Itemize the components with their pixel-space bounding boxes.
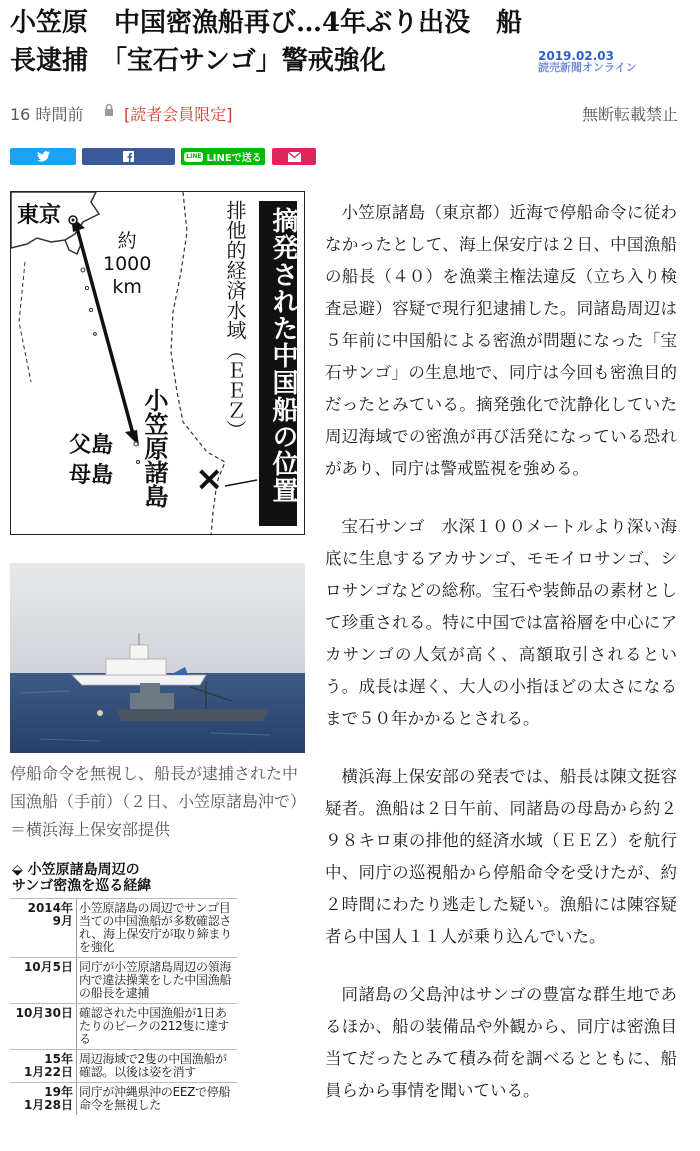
- timeline-text: 周辺海域で2隻の中国漁船が確認。以後は姿を消す: [76, 1050, 237, 1082]
- time-ago: 16 時間前: [10, 105, 84, 124]
- member-only-label[interactable]: [読者会員限定]: [124, 105, 233, 124]
- timeline-date: 19年 1月28日: [10, 1083, 76, 1115]
- line-share-label: LINEで送る: [206, 153, 262, 164]
- photo-image: [10, 563, 305, 753]
- newspaper-logo: [538, 50, 678, 74]
- article-body: [325, 197, 677, 1133]
- ship-position-marker: ×: [195, 459, 224, 499]
- article-paragraph: 小笠原諸島（東京都）近海で停船命令に従わなかったとして、海上保安庁は２日、中国漁船の船長（４０）を漁業主権法違反（立ち入り検査忌避）容疑で現行犯逮捕した。同諸島周辺は５年前に中国船による密漁が問題になった「宝石サンゴ」の生息地で、同庁は今回も密漁目的だったとみている。摘発強化で沈静化していた周辺海域での密漁が再び活発になっている恐れがあり、同庁は警戒監視を強める。: [325, 203, 677, 478]
- lock-icon: [104, 103, 114, 117]
- map-label-chichijima: 父島: [69, 433, 114, 458]
- photo-caption: 停船命令を無視し、船長が逮捕された中国漁船（手前）（２日、小笠原諸島沖で）＝横浜海上保安部提供: [10, 764, 307, 839]
- article-paragraph: 同諸島の父島沖はサンゴの豊富な群生地であるほか、船の装備品や外観から、同庁は密漁目当てだったとみて積み荷を調べるとともに、船員らから事情を聞いている。: [325, 985, 677, 1100]
- map-label-distance: 約 1000 km: [103, 230, 152, 298]
- map-banner: [259, 201, 297, 526]
- map-label-eez: 排他的経済水域（ＥＥＺ）: [223, 200, 247, 440]
- mail-icon: [288, 152, 301, 162]
- facebook-icon: [123, 151, 134, 162]
- timeline-row: [10, 1003, 237, 1049]
- map-label-hahajima: 母島: [69, 463, 114, 488]
- article-paragraph: 横浜海上保安部の発表では、船長は陳文挺容疑者。漁船は２日午前、同諸島の母島から約２９８キロ東の排他的経済水域（ＥＥＺ）を航行中、同庁の巡視船から停船命令を受けたが、約２時間にわたり逃走した疑い。漁船には陳容疑者ら中国人１１人が乗り込んでいた。: [325, 767, 677, 946]
- timeline-title-text: 小笠原諸島周辺の サンゴ密漁を巡る経緯: [12, 862, 152, 894]
- facebook-share-button[interactable]: [82, 148, 175, 165]
- timeline-date: 10月5日: [10, 958, 76, 1003]
- logo-date: 2019.02.03: [538, 49, 614, 63]
- map-label-ogasawara: 小笠原諸島: [140, 388, 168, 508]
- timeline-date: 15年 1月22日: [10, 1050, 76, 1082]
- location-map: [10, 191, 305, 535]
- timeline-box: [10, 858, 237, 1151]
- timeline-text: 小笠原諸島の周辺でサンゴ目当ての中国漁船が多数確認され、海上保安庁が取り締まりを強化: [76, 899, 237, 957]
- logo-name: 読売新聞オンライン: [538, 61, 637, 74]
- timeline-icon: ⬙: [12, 862, 23, 878]
- email-share-button[interactable]: [272, 148, 316, 165]
- headline: 小笠原 中国密漁船再び…4年ぶり出没 船長逮捕 「宝石サンゴ」警戒強化: [10, 8, 523, 76]
- twitter-share-button[interactable]: [10, 148, 76, 165]
- map-banner-text: 摘発された中国船の位置: [268, 207, 298, 504]
- timeline-row: [10, 1049, 237, 1082]
- timeline-row: [10, 898, 237, 957]
- timeline-text: 同庁が沖縄県沖のEEZで停船命令を無視した: [76, 1083, 237, 1115]
- timeline-text: 同庁が小笠原諸島周辺の領海内で違法操業をした中国漁船の船長を逮捕: [76, 958, 237, 1003]
- timeline-text: 確認された中国漁船が1日あたりのピークの212隻に達する: [76, 1004, 237, 1049]
- line-icon: LINE: [186, 152, 202, 160]
- article-paragraph: 宝石サンゴ 水深１００メートルより深い海底に生息するアカサンゴ、モモイロサンゴ、シロサンゴなどの総称。宝石や装飾品の素材として珍重される。特に中国では富裕層を中心にアカサンゴの人気が高く、高額取引されるという。成長は遅く、大人の小指ほどの太さになるまで５０年かかるとされる。: [325, 517, 677, 728]
- timeline-date: 10月30日: [10, 1004, 76, 1049]
- line-share-button[interactable]: [181, 148, 265, 165]
- timeline-date: 2014年 9月: [10, 899, 76, 957]
- fishing-boat-photo: [10, 563, 305, 753]
- map-label-tokyo: 東京: [17, 203, 62, 228]
- no-reprint-notice: 無断転載禁止: [581, 105, 678, 124]
- timeline-row: [10, 1082, 237, 1115]
- timeline-row: [10, 957, 237, 1003]
- timeline-title: [10, 858, 237, 898]
- twitter-icon: [37, 151, 50, 162]
